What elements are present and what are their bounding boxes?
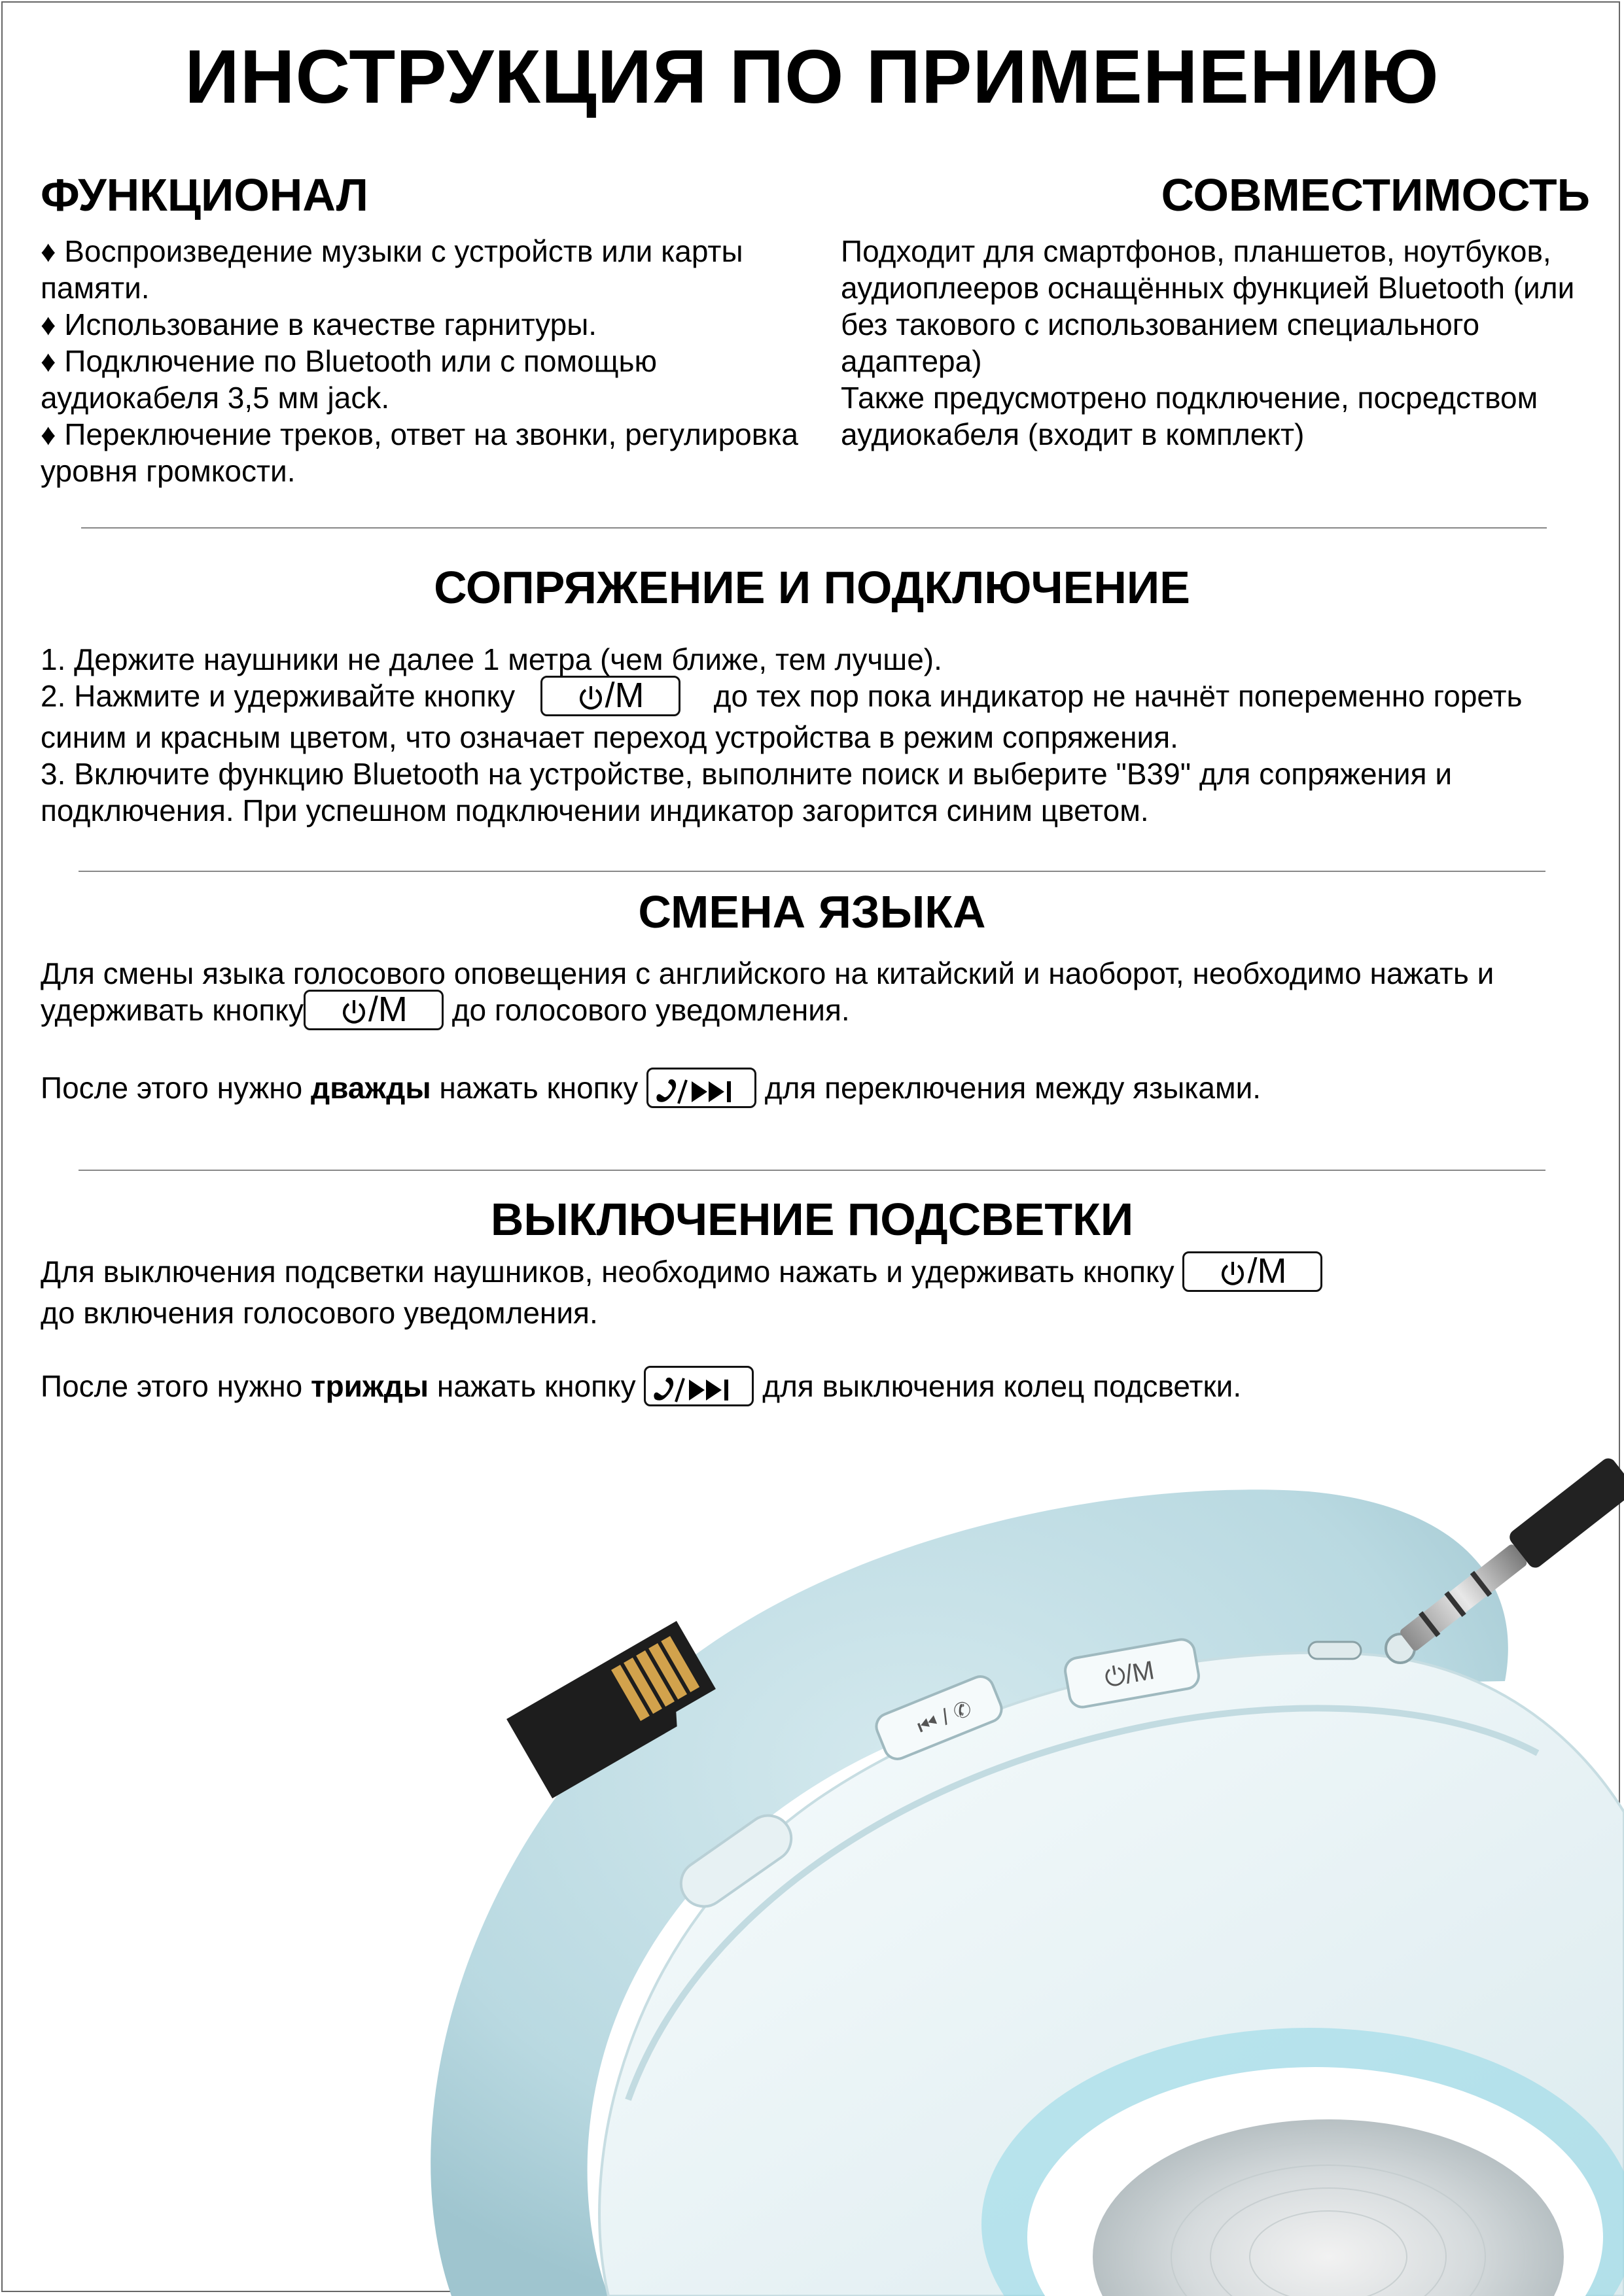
functional-item: ♦ Переключение треков, ответ на звонки, регулировка уровня громкости. [41,417,798,488]
pairing-step: 2. Нажмите и удерживайте кнопку /M до тех пор пока индикатор не начнёт попеременно гореть синим и красным цветом, что означает переход устройства в режим сопряжения. [41,675,1523,754]
page-title: ИНСТРУКЦИЯ ПО ПРИМЕНЕНИЮ [185,34,1439,119]
compatibility-paragraph: Подходит для смартфонов, планшетов, ноутбуков, аудиоплееров оснащённых функцией Bluetooth (или без такового с использованием специального адаптера) [841,234,1575,378]
phone-next-track-icon [650,1376,748,1404]
functional-item: ♦ Использование в качестве гарнитуры. [41,307,597,341]
power-icon [340,998,368,1026]
backlight-paragraph: Для выключения подсветки наушников, необходимо нажать и удерживать кнопку /M до включения голосового уведомления. [41,1253,1598,1331]
functional-list [41,233,800,489]
pairing-heading: СОПРЯЖЕНИЕ И ПОДКЛЮЧЕНИЕ [434,562,1190,613]
headphone-illustration [0,1406,1624,2296]
backlight-text [41,1253,1598,1409]
language-heading: СМЕНА ЯЗЫКА [638,886,986,937]
compatibility-paragraph: Также предусмотрено подключение, посредством аудиокабеля (входит в комплект) [841,381,1538,451]
functional-item: ♦ Воспроизведение музыки с устройств или карты памяти. [41,234,743,305]
usb-port [1309,1642,1361,1659]
call-next-track-key [646,1068,756,1108]
divider [79,871,1545,872]
svg-text:⏮ / ✆: ⏮ / ✆ [913,1696,976,1740]
svg-text:⏻/M: ⏻/M [1102,1656,1157,1693]
functional-heading: ФУНКЦИОНАЛ [41,169,368,220]
language-paragraph: После этого нужно дважды нажать кнопку для переключения между языками. [41,1070,1598,1111]
compatibility-text [841,233,1606,453]
pairing-step: 3. Включите функцию Bluetooth на устройстве, выполните поиск и выберите "B39" для сопряжения и подключения. При успешном подключении индикатор загорится синим цветом. [41,756,1453,827]
power-mode-key: /M [540,676,680,716]
language-text [41,955,1598,1111]
backlight-paragraph: После этого нужно трижды нажать кнопку для выключения колец подсветки. [41,1368,1598,1409]
pairing-steps [41,641,1604,829]
phone-next-track-icon [652,1077,750,1106]
divider [79,1170,1545,1171]
backlight-heading: ВЫКЛЮЧЕНИЕ ПОДСВЕТКИ [490,1194,1134,1245]
power-icon [576,684,605,712]
divider [81,527,1547,529]
functional-item: ♦ Подключение по Bluetooth или с помощью аудиокабеля 3,5 мм jack. [41,344,657,415]
language-paragraph: Для смены языка голосового оповещения с английского на китайский и наоборот, необходимо нажать и удерживать кнопку /M до голосового уведомления. [41,956,1494,1029]
pairing-step: 1. Держите наушники не далее 1 метра (чем ближе, тем лучше). [41,642,942,676]
power-mode-key: /M [1182,1251,1322,1292]
call-next-track-key [644,1366,754,1406]
power-icon [1218,1259,1247,1288]
power-mode-key: /M [304,990,444,1030]
compatibility-heading: СОВМЕСТИМОСТЬ [1161,169,1590,220]
